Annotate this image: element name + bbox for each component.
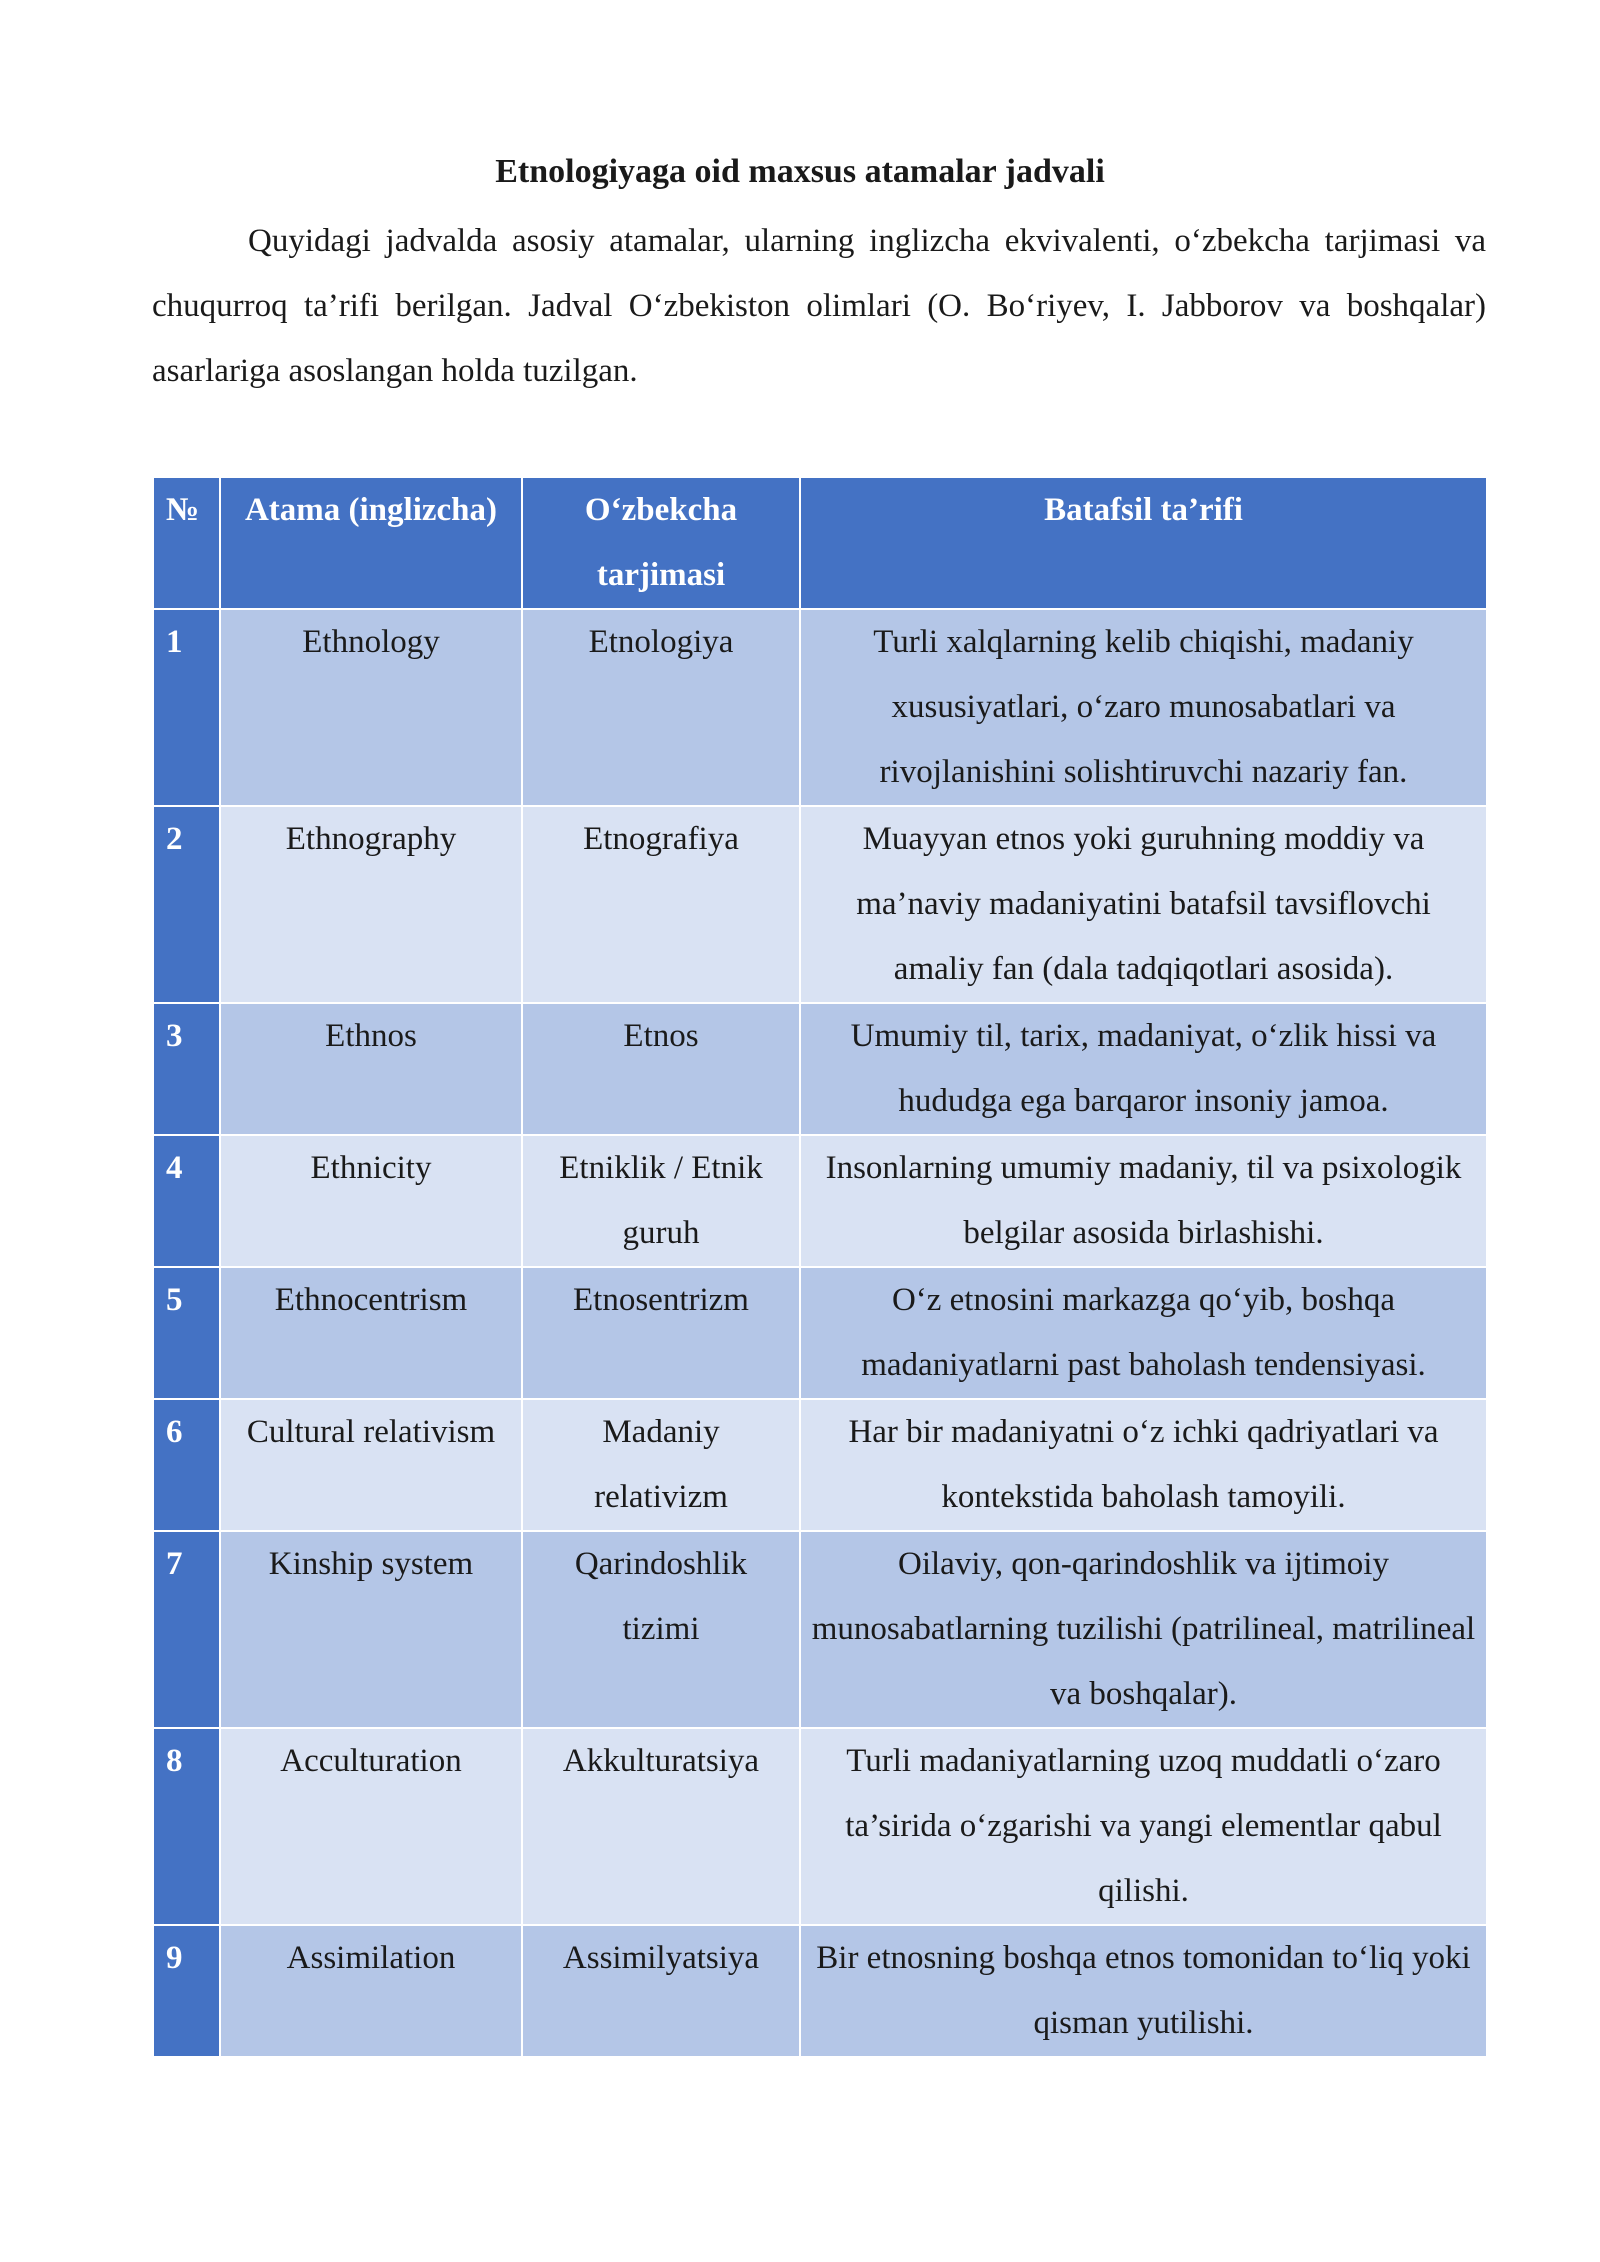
- term-english: Cultural relativism: [220, 1399, 522, 1531]
- term-definition: Har bir madaniyatni o‘z ichki qadriyatlari va kontekstida baholash tamoyili.: [800, 1399, 1487, 1531]
- table-row: [153, 609, 1487, 806]
- term-uzbek: Etnografiya: [522, 806, 800, 1003]
- table-row: [153, 1728, 1487, 1925]
- row-number: 5: [153, 1267, 220, 1399]
- term-english: Kinship system: [220, 1531, 522, 1728]
- term-definition: Turli madaniyatlarning uzoq muddatli o‘zaro ta’sirida o‘zgarishi va yangi elementlar qabul qilishi.: [800, 1728, 1487, 1925]
- row-number: 3: [153, 1003, 220, 1135]
- term-uzbek: Etnosentrizm: [522, 1267, 800, 1399]
- header-uzbek-translation: O‘zbekcha tarjimasi: [522, 477, 800, 609]
- term-uzbek: Qarindoshlik tizimi: [522, 1531, 800, 1728]
- table-row: [153, 806, 1487, 1003]
- table-row: [153, 1267, 1487, 1399]
- term-uzbek: Etniklik / Etnik guruh: [522, 1135, 800, 1267]
- term-definition: O‘z etnosini markazga qo‘yib, boshqa madaniyatlarni past baholash tendensiyasi.: [800, 1267, 1487, 1399]
- table-header-row: [153, 477, 1487, 609]
- header-number: №: [153, 477, 220, 609]
- row-number: 6: [153, 1399, 220, 1531]
- term-uzbek: Etnologiya: [522, 609, 800, 806]
- term-definition: Umumiy til, tarix, madaniyat, o‘zlik hissi va hududga ega barqaror insoniy jamoa.: [800, 1003, 1487, 1135]
- row-number: 9: [153, 1925, 220, 2057]
- term-definition: Insonlarning umumiy madaniy, til va psixologik belgilar asosida birlashishi.: [800, 1135, 1487, 1267]
- terms-table: [152, 476, 1488, 2058]
- term-uzbek: Etnos: [522, 1003, 800, 1135]
- header-definition: Batafsil ta’rifi: [800, 477, 1487, 609]
- table-row: [153, 1531, 1487, 1728]
- term-english: Acculturation: [220, 1728, 522, 1925]
- document-title: Etnologiyaga oid maxsus atamalar jadvali: [495, 153, 1105, 190]
- term-english: Ethnocentrism: [220, 1267, 522, 1399]
- term-english: Ethnography: [220, 806, 522, 1003]
- table-row: [153, 1135, 1487, 1267]
- term-english: Ethnology: [220, 609, 522, 806]
- header-term-english: Atama (inglizcha): [220, 477, 522, 609]
- table-row: [153, 1925, 1487, 2057]
- term-english: Assimilation: [220, 1925, 522, 2057]
- term-definition: Turli xalqlarning kelib chiqishi, madaniy xususiyatlari, o‘zaro munosabatlari va rivojlanishini solishtiruvchi nazariy fan.: [800, 609, 1487, 806]
- term-uzbek: Akkulturatsiya: [522, 1728, 800, 1925]
- row-number: 8: [153, 1728, 220, 1925]
- term-english: Ethnos: [220, 1003, 522, 1135]
- row-number: 4: [153, 1135, 220, 1267]
- term-uzbek: Madaniy relativizm: [522, 1399, 800, 1531]
- row-number: 1: [153, 609, 220, 806]
- term-uzbek: Assimilyatsiya: [522, 1925, 800, 2057]
- term-english: Ethnicity: [220, 1135, 522, 1267]
- intro-paragraph: Quyidagi jadvalda asosiy atamalar, ularning inglizcha ekvivalenti, o‘zbekcha tarjimasi va chuqurroq ta’rifi berilgan. Jadval O‘zbekiston olimlari (O. Bo‘riyev, I. Jabborov va boshqalar) asarlariga asoslangan holda tuzilgan.: [152, 223, 1486, 389]
- table-row: [153, 1003, 1487, 1135]
- row-number: 7: [153, 1531, 220, 1728]
- term-definition: Muayyan etnos yoki guruhning moddiy va ma’naviy madaniyatini batafsil tavsiflovchi amaliy fan (dala tadqiqotlari asosida).: [800, 806, 1487, 1003]
- row-number: 2: [153, 806, 220, 1003]
- term-definition: Oilaviy, qon-qarindoshlik va ijtimoiy munosabatlarning tuzilishi (patrilineal, matrilineal va boshqalar).: [800, 1531, 1487, 1728]
- table-row: [153, 1399, 1487, 1531]
- term-definition: Bir etnosning boshqa etnos tomonidan to‘liq yoki qisman yutilishi.: [800, 1925, 1487, 2057]
